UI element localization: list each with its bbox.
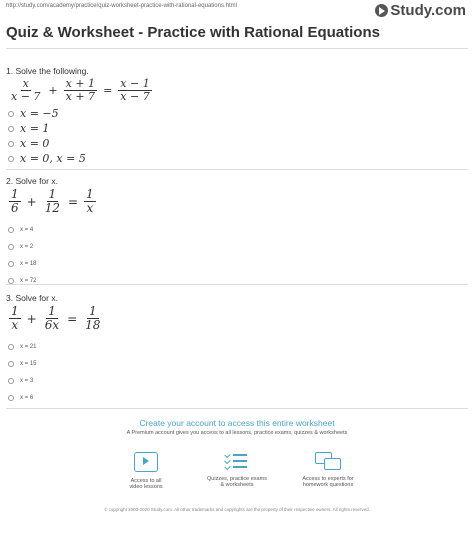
radio-button[interactable] — [8, 261, 14, 267]
fraction: $\frac{1}{6}$ — [11, 187, 19, 216]
answer-option[interactable]: x = 6 — [8, 389, 105, 406]
radio-button[interactable] — [8, 244, 14, 250]
radio-button[interactable] — [8, 126, 14, 132]
answer-option[interactable]: x = 72 — [8, 272, 99, 289]
video-icon — [134, 452, 158, 472]
question-title: 2. Solve for x. — [6, 176, 58, 186]
question-title: 3. Solve for x. — [6, 293, 58, 303]
radio-button[interactable] — [8, 378, 14, 384]
radio-button[interactable] — [8, 395, 14, 401]
page-url: http://study.com/academy/practice/quiz-worksheet-practice-with-rational-equations.html — [6, 3, 237, 9]
equation: $\frac{x}{x - 7}$ + $\frac{x + 1}{x + 7}$ = $\frac{x - 1}{x - 7}$ — [11, 77, 150, 104]
answer-option[interactable]: x = 1 — [8, 121, 155, 136]
radio-button[interactable] — [8, 141, 14, 147]
copyright-footer: © copyright 2003-2020 Study.com. All other trademarks and copyrights are the property of their respective owners. All rights reserved. — [104, 507, 370, 512]
answer-option[interactable]: x = 4 — [8, 221, 99, 238]
fraction: $\frac{1}{6x}$ — [44, 304, 60, 333]
fraction: $\frac{1}{18}$ — [85, 304, 101, 333]
premium-cta — [0, 418, 474, 436]
cta-heading[interactable]: Create your account to access this entire worksheet — [139, 418, 335, 428]
fraction: $\frac{1}{x}$ — [11, 304, 19, 333]
question-2 — [6, 176, 99, 289]
study-logo[interactable] — [375, 2, 466, 19]
page-title: Quiz & Worksheet - Practice with Rational Equations — [6, 24, 380, 41]
question-title: 1. Solve the following. — [6, 66, 89, 76]
radio-button[interactable] — [8, 111, 14, 117]
logo-text: Study.com — [390, 2, 466, 19]
question-3 — [6, 293, 105, 406]
answer-option[interactable]: x = 3 — [8, 372, 105, 389]
divider — [6, 169, 468, 170]
cta-subheading: A Premium account gives you access to all lessons, practice exams, quizzes & worksheets — [126, 430, 348, 436]
fraction: $\frac{x}{x - 7}$ — [11, 77, 41, 104]
chat-bubbles-icon — [315, 452, 341, 470]
feature-quizzes: Quizzes, practice exams & worksheets — [182, 452, 292, 488]
divider — [6, 48, 468, 49]
equation: $\frac{1}{x}$ + $\frac{1}{6x}$ = $\frac{1}{18}$ — [11, 304, 101, 333]
radio-button[interactable] — [8, 156, 14, 162]
answer-option[interactable]: x = −5 — [8, 106, 155, 121]
answer-option[interactable]: x = 0 — [8, 136, 155, 151]
divider — [6, 408, 468, 409]
radio-button[interactable] — [8, 278, 14, 284]
equation: $\frac{1}{6}$ + $\frac{1}{12}$ = $\frac{1}{x}$ — [11, 187, 94, 216]
radio-button[interactable] — [8, 361, 14, 367]
fraction: $\frac{x - 1}{x - 7}$ — [120, 77, 150, 104]
fraction: $\frac{x + 1}{x + 7}$ — [65, 77, 96, 104]
radio-button[interactable] — [8, 344, 14, 350]
divider — [6, 284, 468, 285]
fraction: $\frac{1}{x}$ — [86, 187, 94, 216]
answer-option[interactable]: x = 21 — [8, 338, 105, 355]
radio-button[interactable] — [8, 227, 14, 233]
answer-option[interactable]: x = 15 — [8, 355, 105, 372]
question-1 — [6, 66, 155, 166]
fraction: $\frac{1}{12}$ — [44, 187, 60, 216]
answer-option[interactable]: x = 2 — [8, 238, 99, 255]
feature-experts: Access to experts for homework questions — [273, 452, 383, 488]
answer-option[interactable]: x = 18 — [8, 255, 99, 272]
play-logo-icon — [375, 4, 388, 17]
quiz-checklist-icon — [225, 452, 249, 470]
feature-video-lessons: Access to all video lessons — [91, 452, 201, 490]
answer-option[interactable]: x = 0, x = 5 — [8, 151, 155, 166]
